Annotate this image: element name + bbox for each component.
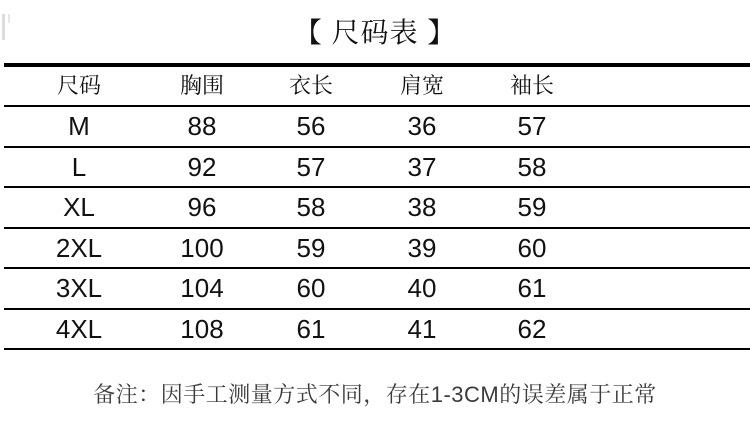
garment-length-cell: 57: [296, 151, 326, 182]
shoulder-width-cell: 40: [407, 273, 437, 303]
table-body: [4, 107, 750, 350]
size-cell: 2XL: [55, 232, 103, 263]
shoulder-width-cell: 38: [407, 192, 437, 222]
table-row: [4, 148, 750, 189]
table-row: [4, 310, 750, 351]
measurement-note: 备注：因手工测量方式不同，存在1-3CM的误差属于正常: [93, 382, 657, 407]
garment-length-cell: 61: [296, 313, 326, 344]
sleeve-length-cell: 57: [517, 111, 547, 141]
garment-length-cell: 58: [296, 192, 326, 222]
sleeve-length-cell: 62: [517, 313, 547, 344]
size-table: [4, 67, 750, 350]
size-cell: 4XL: [55, 313, 103, 344]
header-shoulder-width: 肩宽: [399, 73, 444, 98]
shoulder-width-cell: 37: [407, 151, 437, 182]
shoulder-width-cell: 39: [407, 232, 437, 263]
page-title: 【 尺码表 】: [293, 17, 457, 48]
shoulder-width-cell: 36: [407, 111, 437, 141]
bust-cell: 92: [187, 151, 217, 182]
shoulder-width-cell: 41: [407, 313, 437, 344]
header-sleeve-length: 袖长: [509, 73, 554, 98]
garment-length-cell: 59: [296, 232, 326, 263]
bust-cell: 96: [187, 192, 217, 222]
sleeve-length-cell: 61: [517, 273, 547, 303]
garment-length-cell: 60: [296, 273, 326, 303]
bust-cell: 104: [180, 273, 224, 303]
table-header-row: [4, 67, 750, 107]
table-row: [4, 229, 750, 270]
sleeve-length-cell: 60: [517, 232, 547, 263]
header-garment-length: 衣长: [288, 73, 333, 98]
size-cell: XL: [63, 192, 95, 222]
table-row: [4, 107, 750, 148]
sleeve-length-cell: 59: [517, 192, 547, 222]
garment-length-cell: 56: [296, 111, 326, 141]
bust-cell: 88: [187, 111, 217, 141]
header-size: 尺码: [56, 73, 101, 98]
bust-cell: 108: [180, 313, 224, 344]
size-cell: M: [68, 111, 90, 141]
sleeve-length-cell: 58: [517, 151, 547, 182]
size-cell: 3XL: [55, 273, 103, 303]
bust-cell: 100: [180, 232, 224, 263]
table-row: [4, 188, 750, 229]
size-cell: L: [71, 151, 87, 182]
table-row: [4, 269, 750, 310]
header-bust: 胸围: [179, 73, 224, 98]
